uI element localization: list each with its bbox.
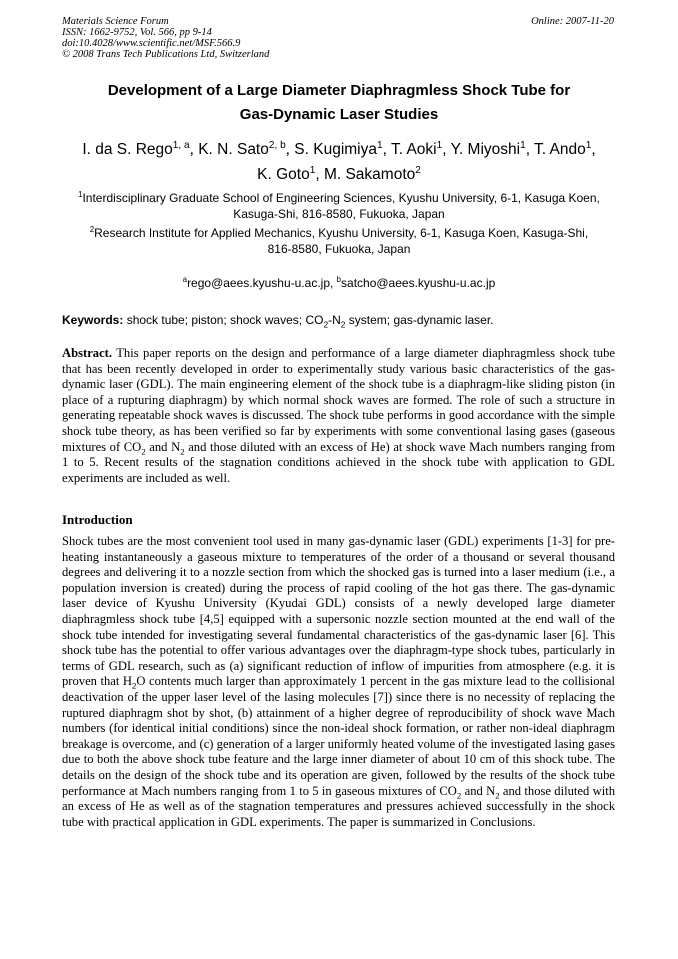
keywords: Keywords: shock tube; piston; shock waves; $CO_2-N_2$ system; gas-dynamic laser.	[62, 313, 494, 330]
abstract-label: Abstract.	[62, 346, 113, 360]
authors-line-1: I. da S. Rego$^{1, a}$, K. N. Sato$^{2, b}$, S. Kugimiya$^1$, T. Aoki$^1$, Y. Miyoshi$^1$, T. Ando$^1$,	[82, 139, 596, 158]
affil-2-line-1: Research Institute for Applied Mechanics, Kyushu University, 6-1, Kasuga Koen, Kasuga-Shi,	[94, 226, 589, 240]
doi-line: doi:10.4028/www.scientific.net/MSF.566.9	[62, 38, 241, 49]
author-name: I. da S. Rego	[82, 141, 173, 158]
email-mark-a: a	[182, 275, 188, 284]
introduction-paragraph: Shock tubes are the most convenient tool used in many gas-dynamic laser (GDL) experiments [1-3] for pre-heating instantaneously a gaseous mixture to temperatures of the order of a thousand or several thousand degrees and delivering it to a nozzle section from which the shocked gas is turned into a laser medium (i.e., a population inversion is created) during the process of rapid cooling of the hot gas there. The gas-dynamic laser device of Kyushu University (Kyudai GDL) consists of a newly developed large diameter diaphragmless shock tube [4,5] equipped with a supersonic nozzle section mounted at the end wall of the shock tube intended for investigating several fundamental characteristics of the gas-dynamic laser [6]. This shock tube has the potential to offer various advantages over the diaphragm-type shock tubes, particularly in terms of GDL research, such as (a) significant reduction of inflow of impurities from atmosphere (e.g. it is proven that $H_2O$ contents much larger than approximately 1 percent in the gas mixture lead to the collisional deactivation of the upper laser level of the lasing molecules [7]) since there is no necessity of replacing the ruptured diaphragm shot by shot, (b) attainment of a higher degree of reproducibility of shock wave Mach numbers (for identical initial conditions) since the non-ideal shock formation, or rather non-ideal diaphragm breakage is overcome, and (c) generation of a larger uniformly heated volume of the investigated lasing gases due to both the above shock tube feature and the large inner diameter of about 10 cm of this shock tube. The details on the design of the shock tube and its operation are given, followed by the results of the shock tube performance at Mach numbers ranging from 1 to 5 in gaseous mixtures of $CO_2$ and $N_2$ and those diluted with an excess of He as well as of the stagnation temperatures and pressures achieved successfully in the shock tube with practical application in GDL experiments. The paper is summarized in Conclusions.	[62, 534, 615, 829]
author-list	[50, 137, 628, 187]
author-name: S. Kugimiya	[294, 141, 377, 158]
affil-mark: 1	[78, 190, 83, 199]
email-b: satcho@aees.kyushu-u.ac.jp	[341, 276, 496, 290]
journal-name: Materials Science Forum	[62, 16, 169, 27]
author-name: K. Goto	[257, 166, 310, 183]
affil-mark: 2	[89, 225, 95, 234]
author-name: T. Aoki	[390, 141, 437, 158]
affil-2-line-2: 816-8580, Fukuoka, Japan	[267, 242, 411, 256]
author-affil-mark: 1	[377, 139, 383, 151]
author-affil-mark: 1	[309, 164, 316, 176]
affiliation-1	[62, 190, 616, 222]
email-a: rego@aees.kyushu-u.ac.jp,	[187, 276, 337, 290]
author-affil-mark: 2	[415, 164, 421, 176]
copyright-line: © 2008 Trans Tech Publications Ltd, Switzerland	[62, 49, 270, 60]
author-name: Y. Miyoshi	[450, 141, 521, 158]
online-date: Online: 2007-11-20	[531, 16, 614, 27]
affil-1-line-2: Kasuga-Shi, 816-8580, Fukuoka, Japan	[233, 207, 445, 221]
author-affil-mark: 1	[585, 139, 592, 151]
author-affil-mark: 2, b	[268, 139, 286, 151]
author-emails	[62, 275, 616, 291]
author-affil-mark: 1, a	[172, 139, 190, 151]
section-heading-introduction: Introduction	[62, 512, 133, 527]
title-line-2: Gas-Dynamic Laser Studies	[239, 106, 439, 123]
affil-1-line-1: Interdisciplinary Graduate School of Engineering Sciences, Kyushu University, 6-1, Kasuga Koen,	[82, 191, 600, 205]
issn-line: ISSN: 1662-9752, Vol. 566, pp 9-14	[62, 27, 212, 38]
author-name: T. Ando	[534, 141, 586, 158]
author-name: M. Sakamoto	[323, 166, 416, 183]
email-mark-b: b	[336, 275, 342, 284]
title-line-1: Development of a Large Diameter Diaphragmless Shock Tube for	[107, 82, 571, 99]
abstract: Abstract. This paper reports on the design and performance of a large diameter diaphragmless shock tube that has been recently developed in order to experimentally study various basic characteristics of the gas-dynamic laser (GDL). The main engineering element of the shock tube is a diaphragm-like sliding piston (in place of a rupturing diaphragm) by which normal shock waves are formed. The role of such a structure in generating repeatable shock waves is discussed. The shock tube performs in good accordance with the simple shock tube theory, as has been verified so far by experiments with some conventional lasing gases (gaseous mixtures of $CO_2$ and $N_2$ and those diluted with an excess of He) at shock wave Mach numbers ranging from 1 to 5. Recent results of the stagnation conditions achieved in the shock tube with application to GDL experiments are included as well.	[62, 346, 615, 485]
author-affil-mark: 1	[520, 139, 526, 151]
paper-title	[62, 79, 616, 127]
keywords-label: Keywords:	[62, 313, 124, 327]
affiliation-2	[62, 225, 616, 257]
author-affil-mark: 1	[436, 139, 443, 151]
authors-line-2: K. Goto$^1$, M. Sakamoto$^2$	[257, 164, 421, 183]
author-name: K. N. Sato	[198, 141, 269, 158]
